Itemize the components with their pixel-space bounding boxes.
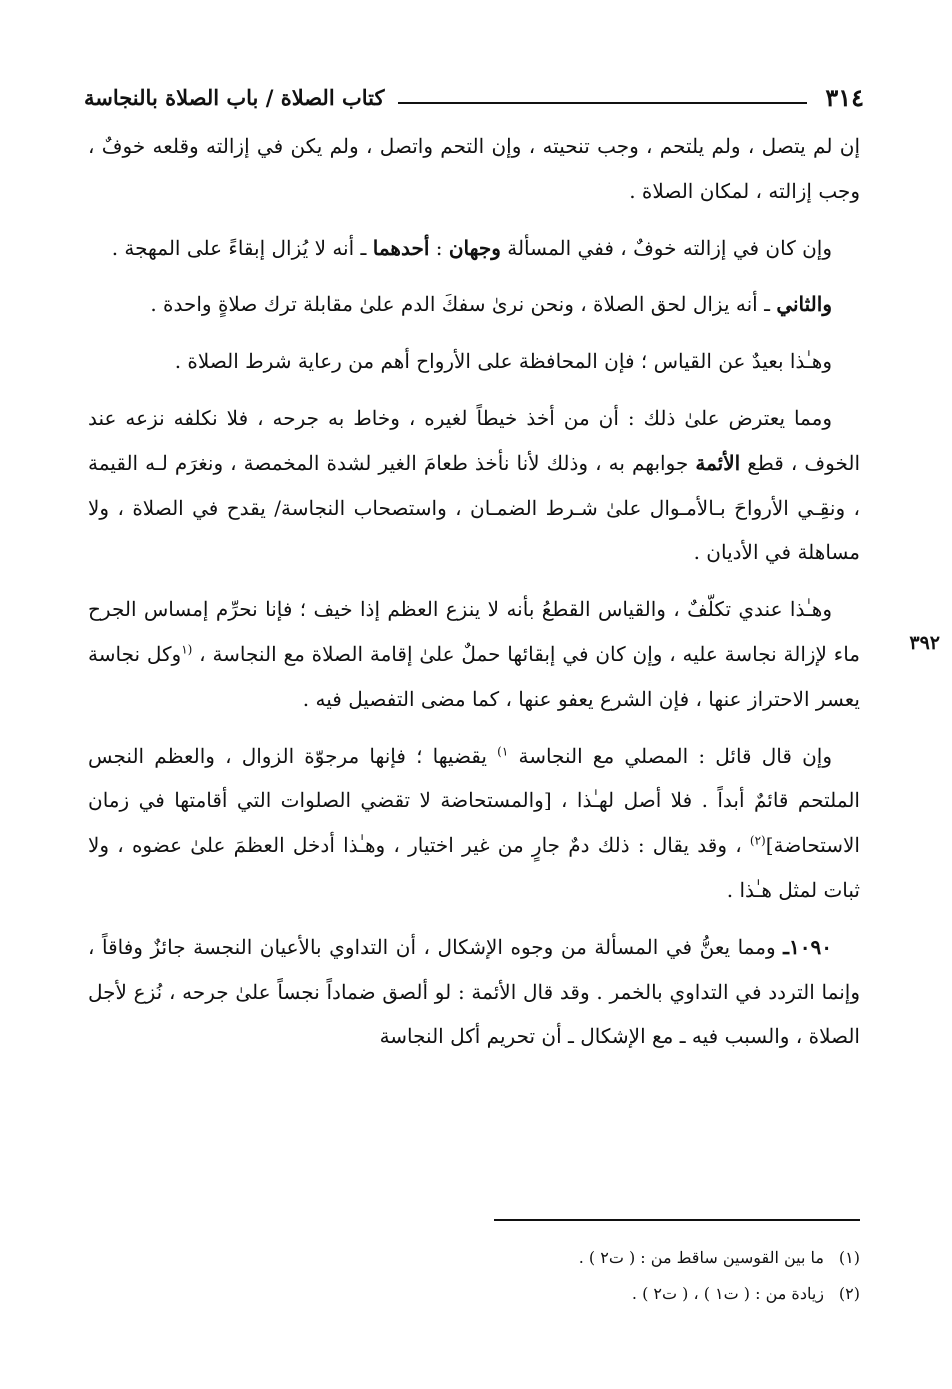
footnote-2: [100, 1276, 860, 1312]
paragraph-8-number: ١٠٩٠ـ: [783, 934, 832, 959]
paragraph-6-rest: وكل نجاسة يعسر الاحتراز عنها ، فإن الشرع يعفو عنها ، كما مضى التفصيل فيه .: [88, 641, 860, 711]
paragraph-2-bold-term: وجهان: [448, 235, 501, 260]
paragraph-8: [88, 925, 860, 1059]
paragraph-6-text: وهـٰذا عندي تكلّفٌ ، والقياس القطعُ بأنه لا ينزع العظم إذا خيف ؛ فإنا نحرِّم إمساس الجرح ماء لإزالة نجاسة عليه ، وإن كان في إبقائها حملٌ علىٰ إقامة الصلاة مع النجاسة ،: [88, 597, 860, 666]
header-rule: [398, 102, 807, 104]
paragraph-4: وهـٰذا بعيدٌ عن القياس ؛ فإن المحافظة على الأرواح أهم من رعاية شرط الصلاة .: [174, 349, 832, 374]
paragraph-3-bold-second: والثاني: [776, 292, 832, 317]
margin-page-reference: ٣٩٢: [909, 632, 940, 654]
paragraph-2-rest: ـ أنه لا يُزال إبقاءً على المهجة .: [111, 235, 367, 260]
paragraph-7-middle: يقضيها ؛ فإنها مرجوّة الزوال ، والعظم النجس الملتحم قائمٌ أبداً . فلا أصل لهـٰذا ، [والمستحاضة لا تقضي الصلوات التي أقامتها في زمان الاستحاضة]: [88, 743, 860, 858]
paragraph-2-bold-first: أحدهما: [372, 235, 430, 260]
paragraph-2: [88, 226, 860, 271]
paragraph-5: [88, 396, 860, 575]
paragraph-2-colon: :: [435, 235, 443, 260]
paragraph-8-text: ومما يعنُّ في المسألة من وجوه الإشكال ، أن التداوي بالأعيان النجسة جائزٌ وفاقاً ، وإنما التردد في التداوي بالخمر . وقد قال الأئمة : لو ألصق ضماداً نجساً علىٰ جرحه ، نُزع لأجل الصلاة ، والسبب فيه ـ مع الإشكال ـ أن تحريم أكل النجاسة: [88, 934, 860, 1049]
footnote-1-text: ما بين القوسين ساقط من : ( ت٢ ) .: [578, 1248, 824, 1267]
paragraph-5-bold-imams: الأئمة: [695, 450, 741, 475]
page-header: [84, 80, 864, 114]
footnotes: [100, 1240, 860, 1312]
paragraph-6: [88, 587, 860, 721]
paragraph-7-text: وإن قال قائل : المصلي مع النجاسة: [518, 743, 833, 768]
paragraph-1: إن لم يتصل ، ولم يلتحم ، وجب تنحيته ، وإن التحم واتصل ، ولم يكن في إزالته وقلعه خوفٌ ، وجب إزالته ، لمكان الصلاة .: [88, 134, 860, 203]
paragraph-2-text: وإن كان في إزالته خوفٌ ، ففي المسألة: [507, 235, 832, 260]
running-title: كتاب الصلاة / باب الصلاة بالنجاسة: [84, 84, 385, 110]
paragraph-3: [88, 282, 860, 327]
footnote-1: [100, 1240, 860, 1276]
paragraph-3-rest: ـ أنه يزال لحق الصلاة ، ونحن نرىٰ سفكَ الدم علىٰ مقابلة ترك صلاةٍ واحدة .: [150, 292, 770, 317]
paragraph-7: [88, 734, 860, 913]
paragraph-7-rest: ، وقد يقال : ذلك دمٌ جارٍ من غير اختيار ، وهـٰذا أدخل العظمَ علىٰ عضوه ، ولا ثبات لمثل هـٰذا .: [88, 833, 860, 902]
main-text: [88, 124, 860, 1059]
page-number: ٣١٤: [825, 82, 864, 112]
footnote-2-text: زيادة من : ( ت١ ) ، ( ت٢ ) .: [631, 1284, 824, 1303]
footnote-2-number: (٢): [838, 1284, 860, 1303]
footnote-separator: [494, 1219, 860, 1221]
paragraph-7-footnote-marker-2: (٢): [749, 833, 766, 848]
footnote-1-number: (١): [838, 1248, 860, 1267]
paragraph-7-footnote-marker-1: ١): [497, 743, 509, 758]
paragraph-5-rest: جوابهم به ، وذلك لأنا نأخذ طعامَ الغير لشدة المخمصة ، ونغرَم لـه القيمة ، ونقِـي الأرواحَ بـالأمـوال علىٰ شـرط الضمـان ، واستصحاب النجاسة/ يقدح في الصلاة ، ولا مساهلة في الأديان .: [88, 450, 860, 565]
paragraph-6-footnote-marker: (١: [181, 642, 193, 657]
paragraph-5-text: ومما يعترض علىٰ ذلك : أن من أخذ خيطاً لغيره ، وخاط به جرحه ، فلا نكلفه نزعه عند الخوف ، قطع: [88, 405, 861, 475]
